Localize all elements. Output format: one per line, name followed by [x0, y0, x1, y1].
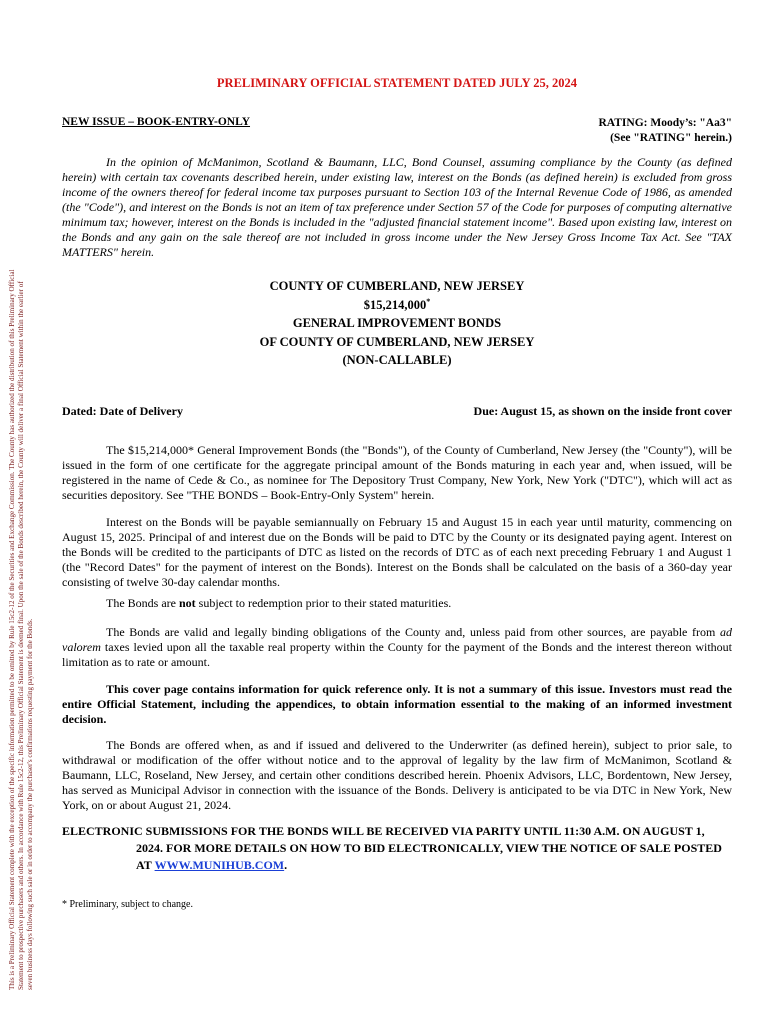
electronic-end: .	[284, 858, 288, 872]
electronic-submission-notice	[62, 823, 732, 874]
munihub-link[interactable]: WWW.MUNIHUB.COM	[154, 858, 285, 872]
rating-block	[598, 116, 732, 146]
preliminary-mark: *	[426, 296, 431, 306]
rating-line: RATING: Moody’s: "Aa3"	[598, 117, 732, 129]
new-issue-label: NEW ISSUE – BOOK-ENTRY-ONLY	[62, 116, 251, 128]
redemption-text-a: The Bonds are	[106, 596, 179, 610]
security-text-c: taxes levied upon all the taxable real property within the County for the payment of the Bonds and the interest thereon without limitation as to rate or amount.	[62, 640, 732, 669]
side-disclaimer-line-2: Statement to prospective purchasers and others. In accordance with Rule 15c2-12, this Preliminary Official Statement is deemed final. Upon the sale of the Bonds described herein, the County will deliver a final Official Statement within the earlier of	[17, 281, 26, 990]
bond-title-block	[62, 277, 732, 370]
electronic-text: ELECTRONIC SUBMISSIONS FOR THE BONDS WILL BE RECEIVED VIA PARITY UNTIL 11:30 A.M. ON AUGUST 1, 2024. FOR MORE DETAILS ON HOW TO BID ELECTRONICALLY, VIEW THE NOTICE OF SALE POSTED AT	[62, 824, 722, 872]
redemption-not: not	[178, 596, 196, 610]
dated-date: Dated: Date of Delivery	[62, 404, 183, 418]
side-disclaimer	[8, 70, 36, 990]
paragraph-security	[62, 625, 732, 670]
security-ad-valorem: ad valorem	[62, 625, 732, 654]
bond-counsel-opinion: In the opinion of McManimon, Scotland & Baumann, LLC, Bond Counsel, assuming compliance by the County (as defined herein) with certain tax covenants described herein, under existing law, interest on the Bonds (as defined herein) is excluded from gross income of the owners thereof for federal income tax purposes pursuant to Section 103 of the Internal Revenue Code of 1986, as amended (the "Code"), and interest on the Bonds is not an item of tax preference under Section 57 of the Code for purposes of computing alternative minimum tax; however, interest on the Bonds is included in the "adjusted financial statement income". Based upon existing law, interest on the Bonds and any gain on the sale thereof are not included in gross income under the New Jersey Gross Income Tax Act. See "TAX MATTERS" herein.	[62, 155, 732, 259]
bond-amount	[62, 296, 732, 315]
redemption-text-c: subject to redemption prior to their stated maturities.	[195, 596, 452, 610]
footnote: * Preliminary, subject to change.	[62, 899, 193, 910]
security-text-a: The Bonds are valid and legally binding obligations of the County and, unless paid from other sources, are payable from	[106, 625, 720, 639]
paragraph-issuance: The $15,214,000* General Improvement Bonds (the "Bonds"), of the County of Cumberland, New Jersey (the "County"), will be issued in the form of one certificate for the aggregate principal amount of the Bonds maturing in each year and, when issued, will be registered in the name of Cede & Co., as nominee for The Depository Trust Company, New York, New York ("DTC"), which will act as securities depository. See "THE BONDS – Book-Entry-Only System" herein.	[62, 443, 732, 502]
rating-reference: (See "RATING" herein.)	[610, 132, 732, 144]
bond-type: GENERAL IMPROVEMENT BONDS	[292, 316, 502, 330]
paragraph-cover-notice: This cover page contains information for quick reference only. It is not a summary of this issue. Investors must read the entire Official Statement, including the appendices, to obtain information essential to the making of an informed investment decision.	[62, 682, 732, 726]
paragraph-offering: The Bonds are offered when, as and if issued and delivered to the Underwriter (as defined herein), subject to prior sale, to withdrawal or modification of the offer without notice and to the approval of legality by the law firm of McManimon, Scotland & Baumann, LLC, Roseland, New Jersey, and certain other conditions described herein. Phoenix Advisors, LLC, Bordentown, New Jersey, has served as Municipal Advisor in connection with the issuance of the Bonds. Delivery is anticipated to be via DTC in New York, New York, on or about August 21, 2024.	[62, 738, 732, 812]
bond-issuer-line: OF COUNTY OF CUMBERLAND, NEW JERSEY	[259, 334, 535, 349]
side-disclaimer-line-3: seven business days following such sale or in order to accompany the purchaser's confirmations requesting payment for the Bonds.	[26, 618, 35, 990]
paragraph-interest: Interest on the Bonds will be payable semiannually on February 15 and August 15 in each year until maturity, commencing on August 15, 2025. Principal of and interest due on the Bonds will be paid to DTC by the County or its designated paying agent. Interest on the Bonds will be credited to the participants of DTC as listed on the records of DTC as of each next preceding February 1 and August 1 (the "Record Dates" for the payment of interest on the Bonds). Interest on the Bonds shall be calculated on the basis of a 360-day year consisting of twelve 30-day calendar months.	[62, 515, 732, 589]
issuer-name: COUNTY OF CUMBERLAND, NEW JERSEY	[269, 279, 525, 293]
due-date: Due: August 15, as shown on the inside front cover	[473, 404, 732, 418]
side-disclaimer-line-1: This is a Preliminary Official Statement complete with the exception of the specific information permitted to be omitted by Rule 15c2-12 of the Securities and Exchange Commission. The County has authorized the distribution of this Preliminary Official	[8, 269, 16, 990]
callable-status: (NON-CALLABLE)	[342, 353, 452, 367]
bond-amount-value: $15,214,000	[363, 297, 427, 312]
preliminary-heading: PRELIMINARY OFFICIAL STATEMENT DATED JULY 25, 2024	[216, 76, 578, 90]
paragraph-redemption	[62, 596, 732, 611]
